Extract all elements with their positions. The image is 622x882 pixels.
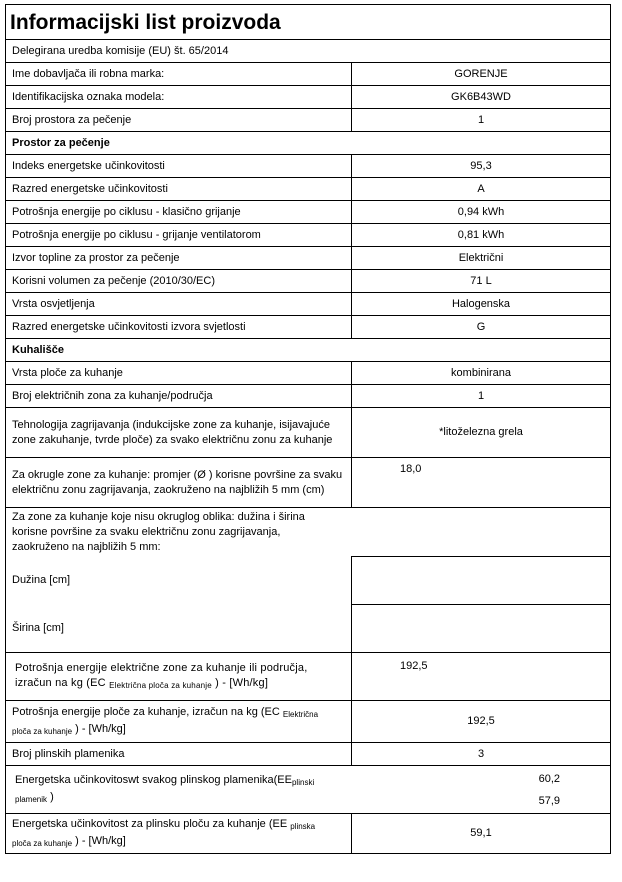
- ee-hob-label: [6, 814, 352, 854]
- title-row: [6, 5, 611, 40]
- section-row-oven: [6, 132, 611, 155]
- nonround-label: [6, 508, 611, 557]
- ec-hob-label-end: ) - [Wh/kg]: [75, 722, 126, 735]
- ee-burner-label-end: ): [50, 790, 54, 803]
- ee-hob-row: [6, 814, 611, 854]
- row-label: Vrsta ploče za kuhanje: [6, 362, 352, 385]
- row-label: Broj prostora za pečenje: [6, 109, 352, 132]
- round-zone-value: 18,0: [352, 458, 611, 508]
- row-value: A: [352, 178, 611, 201]
- ec-hob-label-main: Potrošnja energije ploče za kuhanje, izračun na kg (EC: [12, 705, 280, 718]
- row-label: Potrošnja energije po ciklusu - klasično grijanje: [6, 201, 352, 224]
- row-value: GK6B43WD: [352, 86, 611, 109]
- ec-hob-label-sub1: Električna: [282, 709, 319, 719]
- row-value: 1: [352, 109, 611, 132]
- row-value: Halogenska: [352, 293, 611, 316]
- ec-hob-label: [6, 701, 352, 743]
- ec-hob-label-sub2: ploča za kuhanje: [12, 726, 73, 736]
- ee-burner-value-2: 57,9: [538, 795, 561, 807]
- ec-zone-row: [6, 653, 611, 701]
- technology-label: Tehnologija zagrijavanja (indukcijske zone za kuhanje, isijavajuće zone zakuhanje, tvrde ploče) za svako električnu zonu za kuhanje: [6, 408, 352, 458]
- width-row: [6, 605, 611, 653]
- table-row: [6, 270, 611, 293]
- row-label: Ime dobavljača ili robna marka:: [6, 63, 352, 86]
- row-label: Indeks energetske učinkovitosti: [6, 155, 352, 178]
- row-label: Potrošnja energije po ciklusu - grijanje ventilatorom: [6, 224, 352, 247]
- ec-zone-label: [6, 653, 352, 701]
- table-row: [6, 109, 611, 132]
- table-row: [6, 385, 611, 408]
- table-row: [6, 86, 611, 109]
- table-row: [6, 201, 611, 224]
- ec-zone-label-main: Potrošnja energije električne zone za kuhanje ili područja, izračun na kg (EC: [15, 661, 308, 689]
- row-label: Razred energetske učinkovitosti izvora svjetlosti: [6, 316, 352, 339]
- ec-zone-value: 192,5: [352, 653, 611, 701]
- table-row: [6, 63, 611, 86]
- length-value: [352, 557, 611, 605]
- table-row: [6, 178, 611, 201]
- regulation-reference: Delegirana uredba komisije (EU) št. 65/2014: [6, 40, 611, 63]
- table-row: [6, 224, 611, 247]
- ee-burner-label-sub1: plinski: [291, 777, 315, 787]
- info-table: [5, 4, 611, 854]
- technology-value: *litoželezna grela: [352, 408, 611, 458]
- gas-burners-label: Broj plinskih plamenika: [6, 743, 352, 766]
- row-label: Broj električnih zona za kuhanje/područja: [6, 385, 352, 408]
- ee-hob-value: 59,1: [352, 814, 611, 854]
- row-value: 0,94 kWh: [352, 201, 611, 224]
- ee-hob-label-sub2: ploča za kuhanje: [12, 838, 73, 848]
- round-zone-label: Za okrugle zone za kuhanje: promjer (Ø ) korisne površine za svaku električnu zonu zagrijavanja, zaokruženo na najbližih 5 mm (cm): [6, 458, 352, 508]
- row-value: kombinirana: [352, 362, 611, 385]
- row-value: 1: [352, 385, 611, 408]
- row-value: Električni: [352, 247, 611, 270]
- nonround-intro-row: [6, 508, 611, 557]
- ec-hob-value: 192,5: [352, 701, 611, 743]
- round-zone-row: [6, 458, 611, 508]
- row-label: Identifikacijska oznaka modela:: [6, 86, 352, 109]
- section-heading-oven: Prostor za pečenje: [6, 132, 611, 155]
- row-label: Izvor topline za prostor za pečenje: [6, 247, 352, 270]
- gas-burners-row: [6, 743, 611, 766]
- table-row: [6, 247, 611, 270]
- row-value: GORENJE: [352, 63, 611, 86]
- ee-hob-label-sub1: plinska: [290, 821, 316, 831]
- gas-burners-value: 3: [352, 743, 611, 766]
- page-title: Informacijski list proizvoda: [6, 5, 611, 40]
- row-label: Korisni volumen za pečenje (2010/30/EC): [6, 270, 352, 293]
- ee-burner-label-sub2: plamenik: [15, 794, 48, 804]
- ee-burner-value-1: 60,2: [538, 773, 561, 785]
- row-value: 71 L: [352, 270, 611, 293]
- subtitle-row: [6, 40, 611, 63]
- ee-burner-label-main: Energetska učinkovitoswt svakog plinskog plamenika(EE: [15, 773, 292, 786]
- ee-burner-label: [12, 773, 345, 807]
- length-row: [6, 557, 611, 605]
- nonround-text: Za zone za kuhanje koje nisu okruglog oblika: dužina i širina korisne površine za svaku električnu zonu zagrijavanja, zaokruženo na najbližih 5 mm:: [12, 511, 305, 553]
- table-row: [6, 362, 611, 385]
- width-value: [352, 605, 611, 653]
- section-heading-hob: Kuhališče: [6, 339, 611, 362]
- table-row: [6, 316, 611, 339]
- ec-hob-row: [6, 701, 611, 743]
- width-label: Širina [cm]: [6, 605, 352, 653]
- ec-zone-label-sub: Električna ploča za kuhanje: [109, 680, 212, 690]
- ee-burner-row: [6, 766, 611, 814]
- row-value: G: [352, 316, 611, 339]
- length-label: Dužina [cm]: [6, 557, 352, 605]
- ee-burner-cell: [6, 766, 611, 814]
- product-information-sheet: [5, 4, 610, 854]
- section-row-hob: [6, 339, 611, 362]
- ec-zone-label-end: ) - [Wh/kg]: [215, 676, 269, 689]
- row-value: 0,81 kWh: [352, 224, 611, 247]
- ee-hob-label-end: ) - [Wh/kg]: [75, 834, 126, 847]
- technology-row: [6, 408, 611, 458]
- row-label: Razred energetske učinkovitosti: [6, 178, 352, 201]
- ee-hob-label-main: Energetska učinkovitost za plinsku ploču za kuhanje (EE: [12, 817, 288, 830]
- row-value: 95,3: [352, 155, 611, 178]
- table-row: [6, 155, 611, 178]
- row-label: Vrsta osvjetljenja: [6, 293, 352, 316]
- table-row: [6, 293, 611, 316]
